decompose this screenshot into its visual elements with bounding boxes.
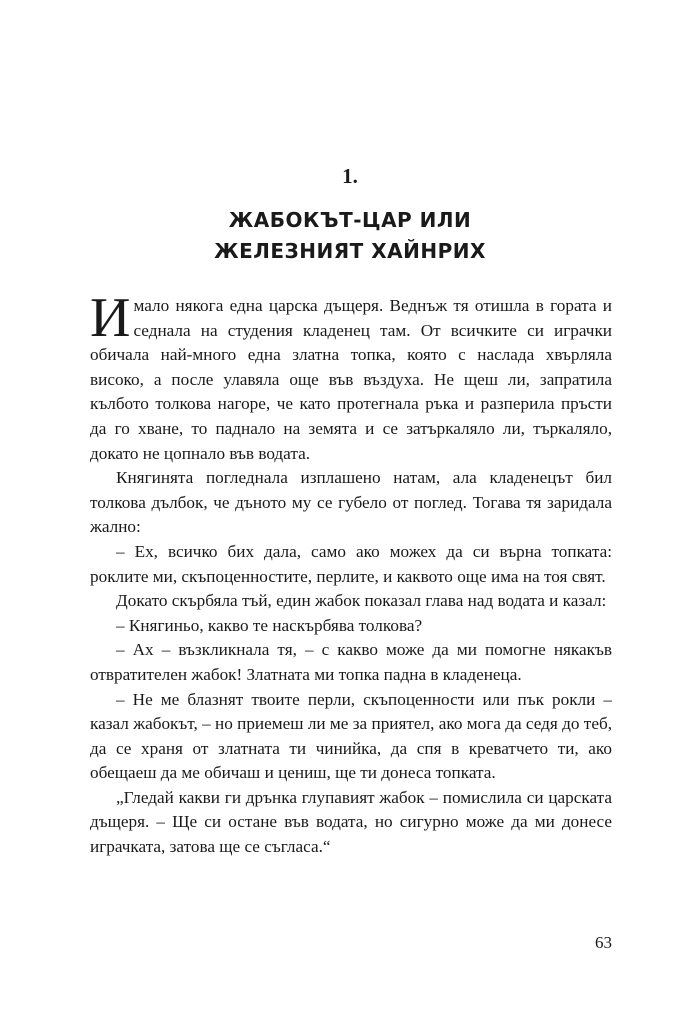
paragraph-text: мало някога една царска дъщеря. Веднъж тя отишла в гората и седнала на студения кладенец там. От всичките си играчки обичала най-много една златна топка, която с наслада хвърляла високо, а после улавяла още във въздуха. Не щеш ли, запратила кълбото толкова нагоре, че като протегнала ръка и разперила пръсти да го хване, то паднало на земята и се затъркаляло ли, търкаляло, докато не цопнало във водата. [90,296,612,463]
chapter-number: 1. [342,164,358,188]
paragraph: – Ех, всичко бих дала, само ако можех да си върна топката: роклите ми, скъпоценностите, перлите, и каквото още има на тоя свят. [90,541,612,586]
paragraph: – Не ме блазнят твоите перли, скъпоценности или пък рокли – казал жабокът, – но приемеш ли ме за приятел, ако мога да седя до теб, да се храня от златната ти чинийка, да спя в креватчето ти, ако обещаеш да ме обичаш и цениш, ще ти донеса топката. [90,689,612,783]
chapter-title-line-2: ЖЕЛЕЗНИЯТ ХАЙНРИХ [214,239,486,263]
chapter-title [0,205,700,267]
paragraph: Докато скърбяла тъй, един жабок показал глава над водата и казал: [116,591,607,611]
page-number: 63 [595,933,612,952]
paragraph: – Княгиньо, какво те наскърбява толкова? [116,615,423,635]
paragraph: „Гледай какви ги дрънка глупавият жабок – помислила си царската дъщеря. – Ще си остане във водата, но сигурно може да ми донесе играчката, затова ще се съгласа.“ [90,787,612,857]
body-text [90,287,612,860]
drop-cap: И [90,287,131,349]
chapter-title-line-1: ЖАБОКЪТ-ЦАР ИЛИ [228,208,472,232]
paragraph: Княгинята погледнала изплашено натам, ала кладенецът бил толкова дълбок, че дъното му се губело от поглед. Тогава тя заридала жално: [90,468,612,537]
paragraph: – Ах – възкликнала тя, – с какво може да ми помогне някакъв отвратителен жабок! Златната ми топка падна в кладенеца. [90,640,612,684]
paragraph [90,287,612,466]
